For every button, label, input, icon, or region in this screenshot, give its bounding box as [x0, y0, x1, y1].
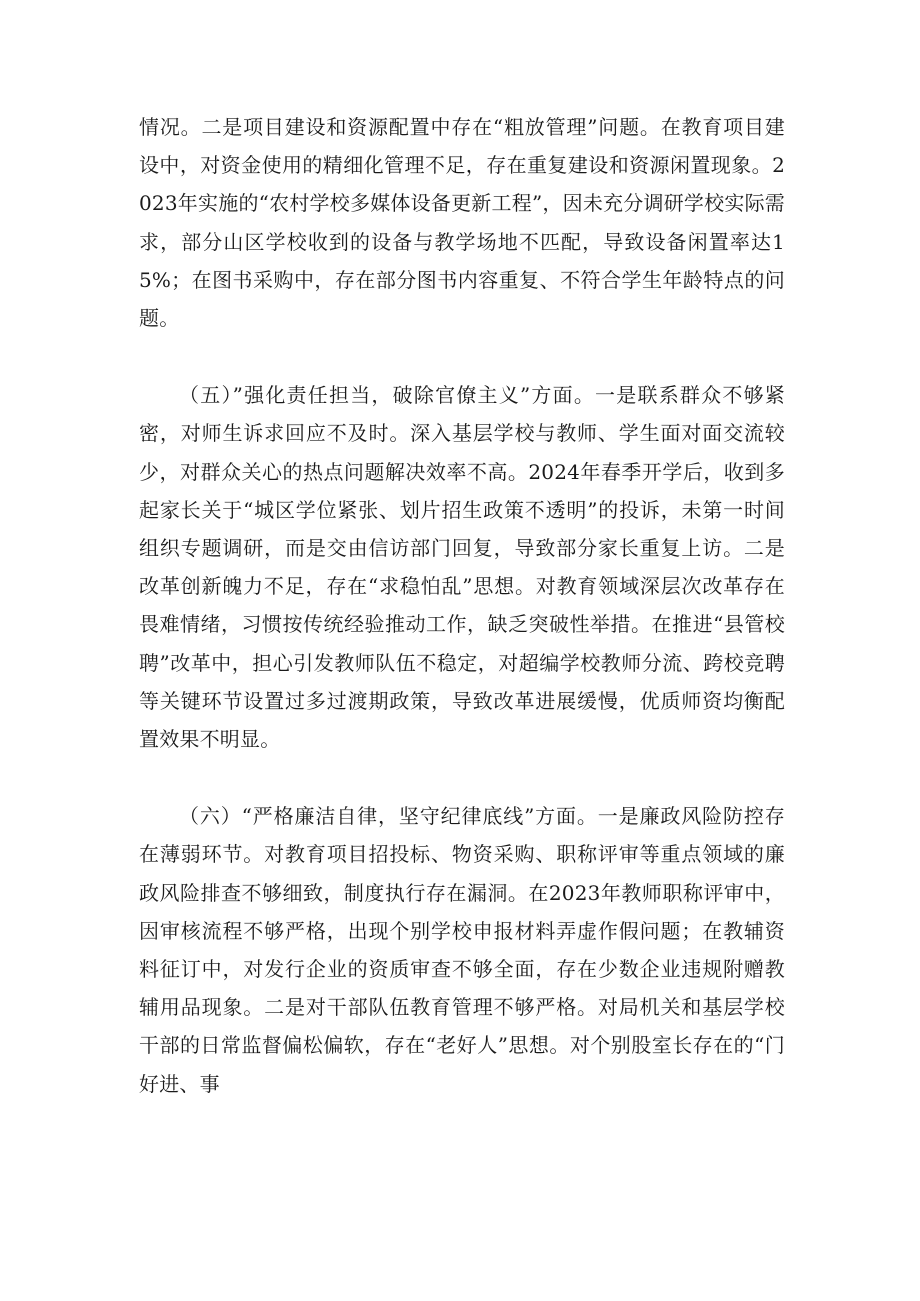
paragraph-section-five: （五）”强化责任担当，破除官僚主义”方面。一是联系群众不够紧密，对师生诉求回应不及时。深入基层学校与教师、学生面对面交流较少，对群众关心的热点问题解决效率不高。2024年春季开学后，收到多起家长关于“城区学位紧张、划片招生政策不透明”的投诉，未第一时间组织专题调研，而是交由信访部门回复，导致部分家长重复上访。二是改革创新魄力不足，存在“求稳怕乱”思想。对教育领域深层次改革存在畏难情绪，习惯按传统经验推动工作，缺乏突破性举措。在推进“县管校聘”改革中，担心引发教师队伍不稳定，对超编学校教师分流、跨校竞聘等关键环节设置过多过渡期政策，导致改革进展缓慢，优质师资均衡配置效果不明显。: [139, 383, 785, 752]
paragraph-gap: [139, 758, 785, 797]
document-body: [139, 108, 785, 1103]
paragraph-continuation: 情况。二是项目建设和资源配置中存在“粗放管理”问题。在教育项目建设中，对资金使用的精细化管理不足，存在重复建设和资源闲置现象。2023年实施的“农村学校多媒体设备更新工程”，因未充分调研学校实际需求，部分山区学校收到的设备与教学场地不匹配，导致设备闲置率达15%；在图书采购中，存在部分图书内容重复、不符合学生年龄特点的问题。: [139, 115, 785, 331]
paragraph-section-six: （六）“严格廉洁自律，坚守纪律底线”方面。一是廉政风险防控存在薄弱环节。对教育项目招投标、物资采购、职称评审等重点领域的廉政风险排查不够细致，制度执行存在漏洞。在2023年教师职称评审中，因审核流程不够严格，出现个别学校申报材料弄虚作假问题；在教辅资料征订中，对发行企业的资质审查不够全面，存在少数企业违规附赠教辅用品现象。二是对干部队伍教育管理不够严格。对局机关和基层学校干部的日常监督偏松偏软，存在“老好人”思想。对个别股室长存在的“门好进、事: [139, 804, 785, 1096]
paragraph-gap: [139, 337, 785, 376]
